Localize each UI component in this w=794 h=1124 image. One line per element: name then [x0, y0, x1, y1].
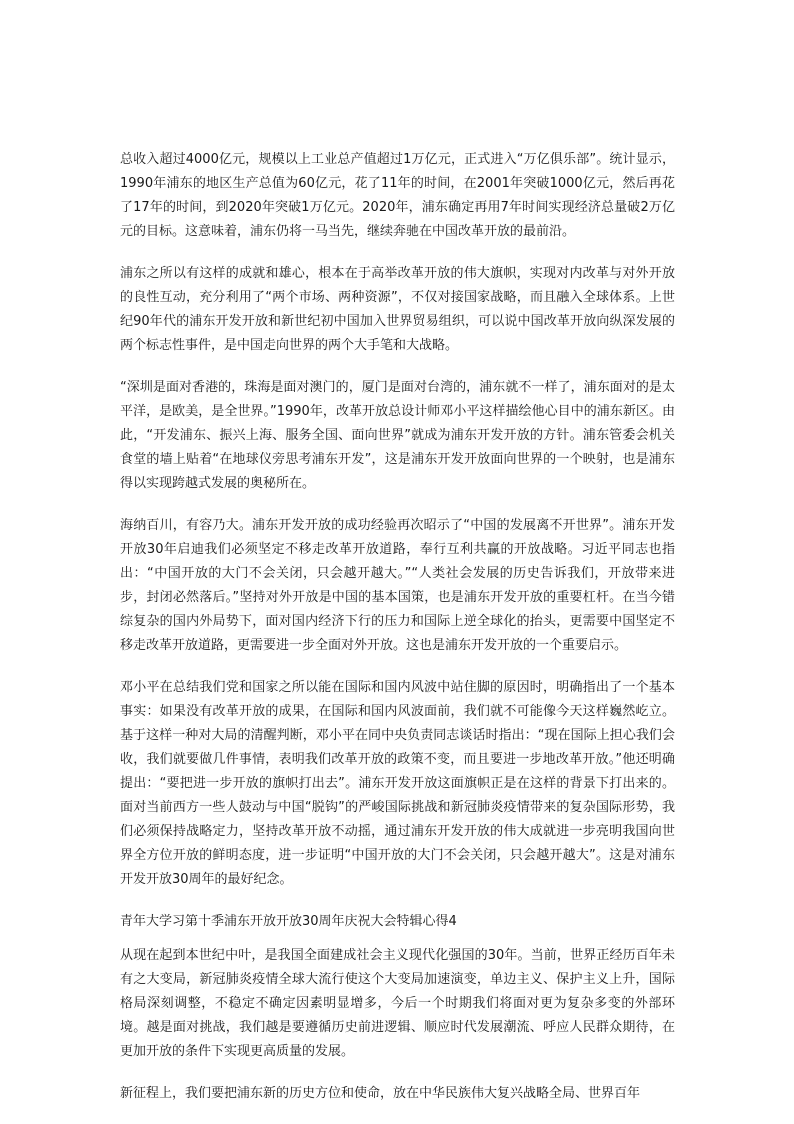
paragraph-deng-quote: “深圳是面对香港的，珠海是面对澳门的，厦门是面对台湾的，浦东就不一样了，浦东面对的是太平洋，是欧美，是全世界。”1990年，改革开放总设计师邓小平这样描绘他心目中的浦东新区。由此，“开发浦东、振兴上海、服务全国、面向世界”就成为浦东开发开放的方针。浦东管委会机关食堂的墙上贴着“在地球仪旁思考浦东开发”，这是浦东开发开放面向世界的一个映射，也是浦东得以实现跨越式发展的奥秘所在。 [120, 380, 675, 491]
paragraph-new-journey: 新征程上，我们要把浦东新的历史方位和使命，放在中华民族伟大复兴战略全局、世界百年 [120, 1086, 641, 1101]
paragraph-reform-banner: 浦东之所以有这样的成就和雄心，根本在于高举改革开放的伟大旗帜，实现对内改革与对外开放的良性互动，充分利用了“两个市场、两种资源”，不仅对接国家战略，而且融入全球体系。上世纪90年代的浦东开发开放和新世纪初中国加入世界贸易组织，可以说中国改革开放向纵深发展的两个标志性事件，是中国走向世界的两个大手笔和大战略。 [120, 266, 675, 353]
document-body [120, 148, 675, 1124]
paragraph-gdp-growth: 总收入超过4000亿元，规模以上工业总产值超过1万亿元，正式进入“万亿俱乐部”。统计显示，1990年浦东的地区生产总值为60亿元，花了11年的时间，在2001年突破1000亿元，然后再花了17年的时间，到2020年突破1万亿元。2020年，浦东确定再用7年时间实现经济总量破2万亿元的目标。这意味着，浦东仍将一马当先，继续奔驰在中国改革开放的最前沿。 [120, 152, 675, 239]
paragraph-deng-summary: 邓小平在总结我们党和国家之所以能在国际和国内风波中站住脚的原因时，明确指出了一个基本事实：如果没有改革开放的成果，在国际和国内风波面前，我们就不可能像今天这样巍然屹立。基于这样一种对大局的清醒判断，邓小平在同中央负责同志谈话时指出：“现在国际上担心我们会收，我们就要做几件事情，表明我们改革开放的政策不变，而且要进一步地改革开放。”他还明确提出：“要把进一步开放的旗帜打出去”。浦东开发开放这面旗帜正是在这样的背景下打出来的。面对当前西方一些人鼓动与中国“脱钩”的严峻国际挑战和新冠肺炎疫情带来的复杂国际形势，我们必须保持战略定力，坚持改革开放不动摇，通过浦东开发开放的伟大成就进一步亮明我国向世界全方位开放的鲜明态度，进一步证明“中国开放的大门不会关闭，只会越开越大”。这是对浦东开发开放30周年的最好纪念。 [120, 680, 675, 887]
paragraph-new-era: 从现在起到本世纪中叶，是我国全面建成社会主义现代化强国的30年。当前，世界正经历百年未有之大变局，新冠肺炎疫情全球大流行使这个大变局加速演变，单边主义、保护主义上升，国际格局深刻调整，不稳定不确定因素明显增多，今后一个时期我们将面对更为复杂多变的外部环境。越是面对挑战，我们越是要遵循历史前进逻辑、顺应时代发展潮流、呼应人民群众期待，在更加开放的条件下实现更高质量的发展。 [120, 948, 675, 1059]
paragraph-open-world: 海纳百川，有容乃大。浦东开发开放的成功经验再次昭示了“中国的发展离不开世界”。浦东开发开放30年启迪我们必须坚定不移走改革开放道路，奉行互利共赢的开放战略。习近平同志也指出：“中国开放的大门不会关闭，只会越开越大。”“人类社会发展的历史告诉我们，开放带来进步，封闭必然落后。”坚持对外开放是中国的基本国策，也是浦东开发开放的重要杠杆。在当今错综复杂的国内外局势下，面对国内经济下行的压力和国际上逆全球化的抬头，更需要中国坚定不移走改革开放道路，更需要进一步全面对外开放。这也是浦东开发开放的一个重要启示。 [120, 518, 675, 653]
section-heading: 青年大学习第十季浦东开放开放30周年庆祝大会特辑心得4 [120, 914, 457, 929]
